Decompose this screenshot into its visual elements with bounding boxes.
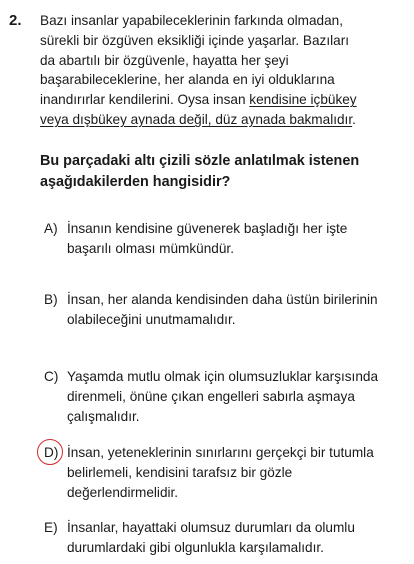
underlined-phrase: veya dışbükey aynada değil, düz aynada bakmalıdır bbox=[40, 111, 353, 127]
option-line: İnsanlar, hayattaki olumsuz durumları da olumlu bbox=[67, 520, 355, 535]
passage-line: sürekli bir özgüven eksikliği içinde yaşarlar. Bazıları bbox=[40, 32, 350, 48]
option-text bbox=[67, 443, 406, 502]
passage-text: inandırırlar kendilerini. Oysa insan bbox=[40, 92, 250, 108]
question-number: 2. bbox=[9, 12, 22, 29]
option-text bbox=[67, 518, 406, 558]
option-a[interactable] bbox=[44, 219, 406, 259]
option-b[interactable] bbox=[44, 290, 406, 330]
option-text bbox=[67, 290, 406, 330]
passage-line bbox=[40, 110, 406, 130]
option-e[interactable] bbox=[44, 518, 406, 558]
option-line: belirlemeli, kendisini tarafsız bir gözle bbox=[67, 464, 293, 480]
option-line: değerlendirmelidir. bbox=[67, 484, 179, 500]
option-line: başarılı olması mümkündür. bbox=[67, 240, 234, 256]
option-letter: E) bbox=[44, 520, 58, 535]
option-line: İnsan, yeteneklerinin sınırlarını gerçekçi bir tutumla bbox=[67, 445, 374, 460]
option-line: İnsan, her alanda kendisinden daha üstün birilerinin bbox=[67, 292, 378, 307]
passage-line bbox=[40, 90, 406, 110]
option-c[interactable] bbox=[44, 367, 406, 426]
passage-line: başarabileceklerine, her alanda en iyi olduklarına bbox=[40, 72, 335, 88]
option-d[interactable] bbox=[44, 443, 406, 502]
option-line: İnsanın kendisine güvenerek başladığı her işte bbox=[67, 221, 348, 236]
prompt-line: Bu parçadaki altı çizili sözle anlatılmak istenen bbox=[40, 153, 360, 169]
prompt-line: aşağıdakilerden hangisidir? bbox=[40, 174, 231, 190]
passage-line: da abartılı bir özgüvenle, hayatta her şeyi bbox=[40, 52, 289, 68]
question-prompt bbox=[40, 151, 406, 193]
question-passage bbox=[40, 11, 406, 130]
option-line: direnmeli, önüne çıkan engelleri sabırla aşmaya bbox=[67, 388, 355, 404]
option-line: durumlardaki gibi olgunlukla karşılamalıdır. bbox=[67, 539, 324, 555]
option-text bbox=[67, 367, 406, 426]
option-letter: C) bbox=[44, 369, 59, 384]
option-line: Yaşamda mutlu olmak için olumsuzluklar karşısında bbox=[67, 369, 379, 384]
underlined-phrase: kendisine içbükey bbox=[249, 92, 357, 108]
option-text bbox=[67, 219, 406, 259]
option-letter: B) bbox=[44, 292, 58, 307]
option-line: çalışmalıdır. bbox=[67, 408, 140, 424]
passage-text: . bbox=[352, 111, 356, 127]
passage-line: Bazı insanlar yapabileceklerinin farkında olmadan, bbox=[40, 13, 344, 28]
option-letter: D) bbox=[44, 445, 59, 460]
option-line: olabileceğini unutmamalıdır. bbox=[67, 311, 236, 327]
option-letter: A) bbox=[44, 221, 58, 236]
